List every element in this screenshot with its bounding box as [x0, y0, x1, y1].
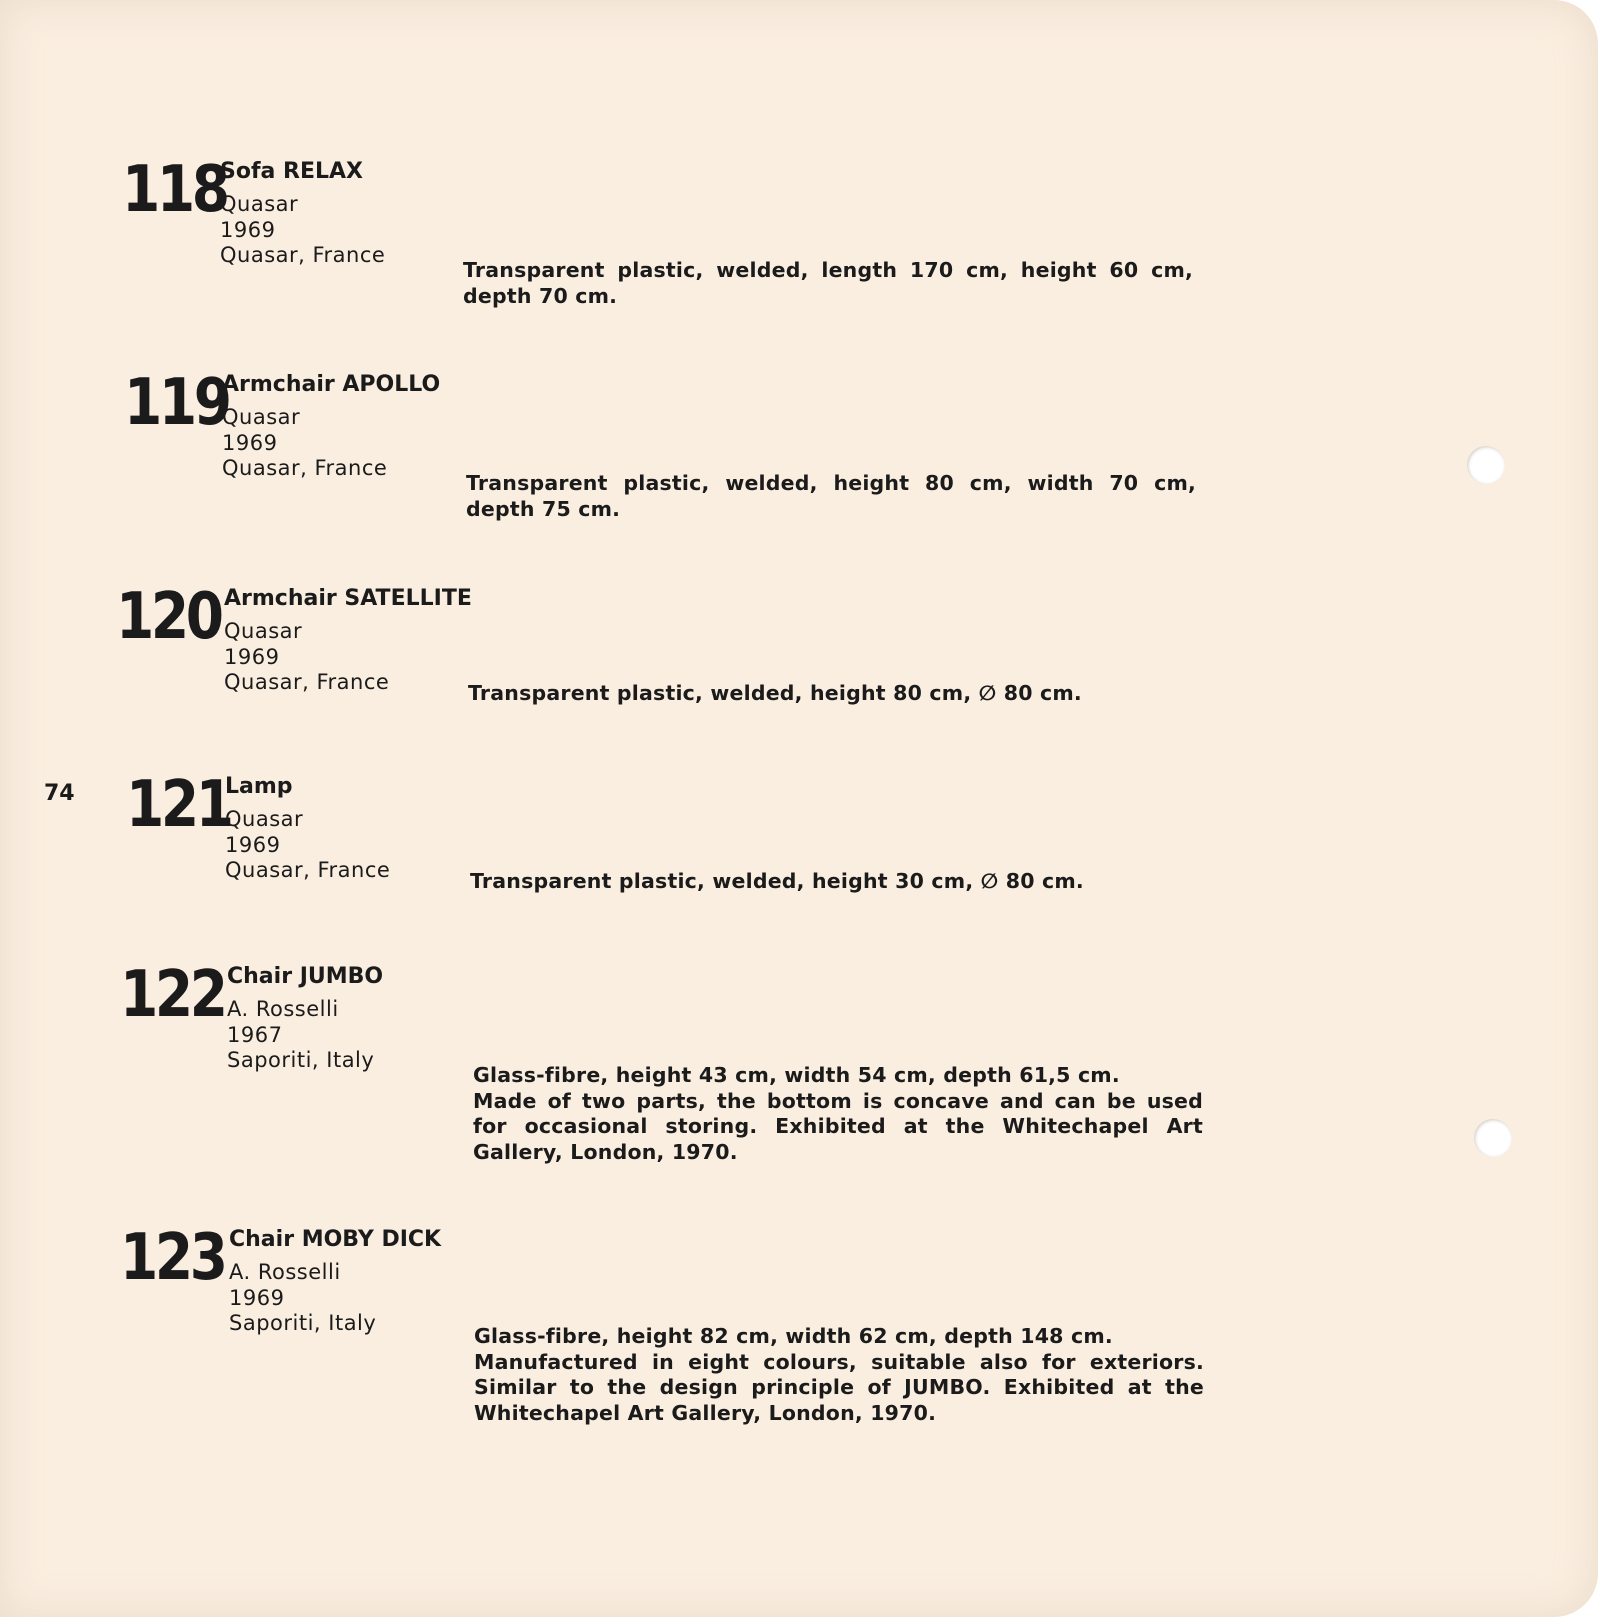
entry-number: 120 — [116, 580, 221, 654]
entry-description — [474, 1324, 1204, 1426]
entry-manufacturer: Quasar, France — [224, 670, 390, 694]
description-line: Made of two parts, the bottom is concave and can be used for occasional storing. Exhibited at the Whitechapel Art Gallery, London, 1970. — [473, 1088, 1203, 1164]
binder-hole-bottom — [1474, 1119, 1512, 1157]
entry-title: Sofa RELAX — [220, 159, 364, 184]
entry-manufacturer: Saporiti, Italy — [227, 1048, 375, 1072]
entry-number: 121 — [126, 768, 231, 842]
entry-year: 1967 — [227, 1022, 283, 1047]
entry-title: Chair JUMBO — [227, 964, 384, 989]
entry-title: Armchair SATELLITE — [224, 586, 472, 611]
entry-number: 118 — [122, 153, 227, 227]
entry-description — [463, 258, 1193, 309]
entry-title: Lamp — [225, 774, 293, 799]
description-line: Glass-fibre, height 82 cm, width 62 cm, depth 148 cm. — [474, 1324, 1113, 1348]
description-line: Transparent plastic, welded, height 80 cm, ∅ 80 cm. — [468, 681, 1082, 705]
entry-title: Chair MOBY DICK — [229, 1227, 442, 1252]
entry-year: 1969 — [220, 217, 276, 242]
entry-year: 1969 — [229, 1285, 285, 1310]
entry-meta — [225, 773, 390, 884]
description-line: Transparent plastic, welded, height 80 cm, width 70 cm, depth 75 cm. — [466, 471, 1196, 521]
entry-description — [468, 681, 1198, 707]
description-line: Transparent plastic, welded, height 30 cm, ∅ 80 cm. — [470, 869, 1084, 893]
entry-manufacturer: Saporiti, Italy — [229, 1311, 377, 1335]
entry-number: 123 — [120, 1221, 225, 1295]
entry-description — [470, 869, 1200, 895]
entry-meta — [220, 158, 385, 269]
entry-year: 1969 — [222, 430, 278, 455]
entry-description — [466, 471, 1196, 522]
page-number: 74 — [44, 781, 75, 806]
entry-meta — [222, 371, 440, 482]
entry-designer: A. Rosselli — [229, 1260, 341, 1284]
description-line: Manufactured in eight colours, suitable also for exteriors. Similar to the design principle of JUMBO. Exhibited at the Whitechapel Art Gallery, London, 1970. — [474, 1349, 1204, 1425]
entry-description — [473, 1063, 1203, 1165]
entry-meta — [227, 963, 383, 1074]
binder-hole-top — [1467, 446, 1505, 484]
entry-designer: Quasar — [225, 807, 304, 831]
entry-manufacturer: Quasar, France — [222, 456, 388, 480]
entry-year: 1969 — [224, 644, 280, 669]
entry-meta — [224, 585, 472, 696]
description-line: Glass-fibre, height 43 cm, width 54 cm, depth 61,5 cm. — [473, 1063, 1120, 1087]
entry-designer: Quasar — [220, 192, 299, 216]
entry-number: 122 — [120, 958, 225, 1032]
entry-designer: A. Rosselli — [227, 997, 339, 1021]
description-line: Transparent plastic, welded, length 170 cm, height 60 cm, depth 70 cm. — [463, 258, 1193, 308]
entry-year: 1969 — [225, 832, 281, 857]
entry-number: 119 — [124, 366, 229, 440]
entry-designer: Quasar — [222, 405, 301, 429]
entry-designer: Quasar — [224, 619, 303, 643]
entry-meta — [229, 1226, 441, 1337]
entry-manufacturer: Quasar, France — [225, 858, 391, 882]
entry-title: Armchair APOLLO — [222, 372, 441, 397]
entry-manufacturer: Quasar, France — [220, 243, 386, 267]
